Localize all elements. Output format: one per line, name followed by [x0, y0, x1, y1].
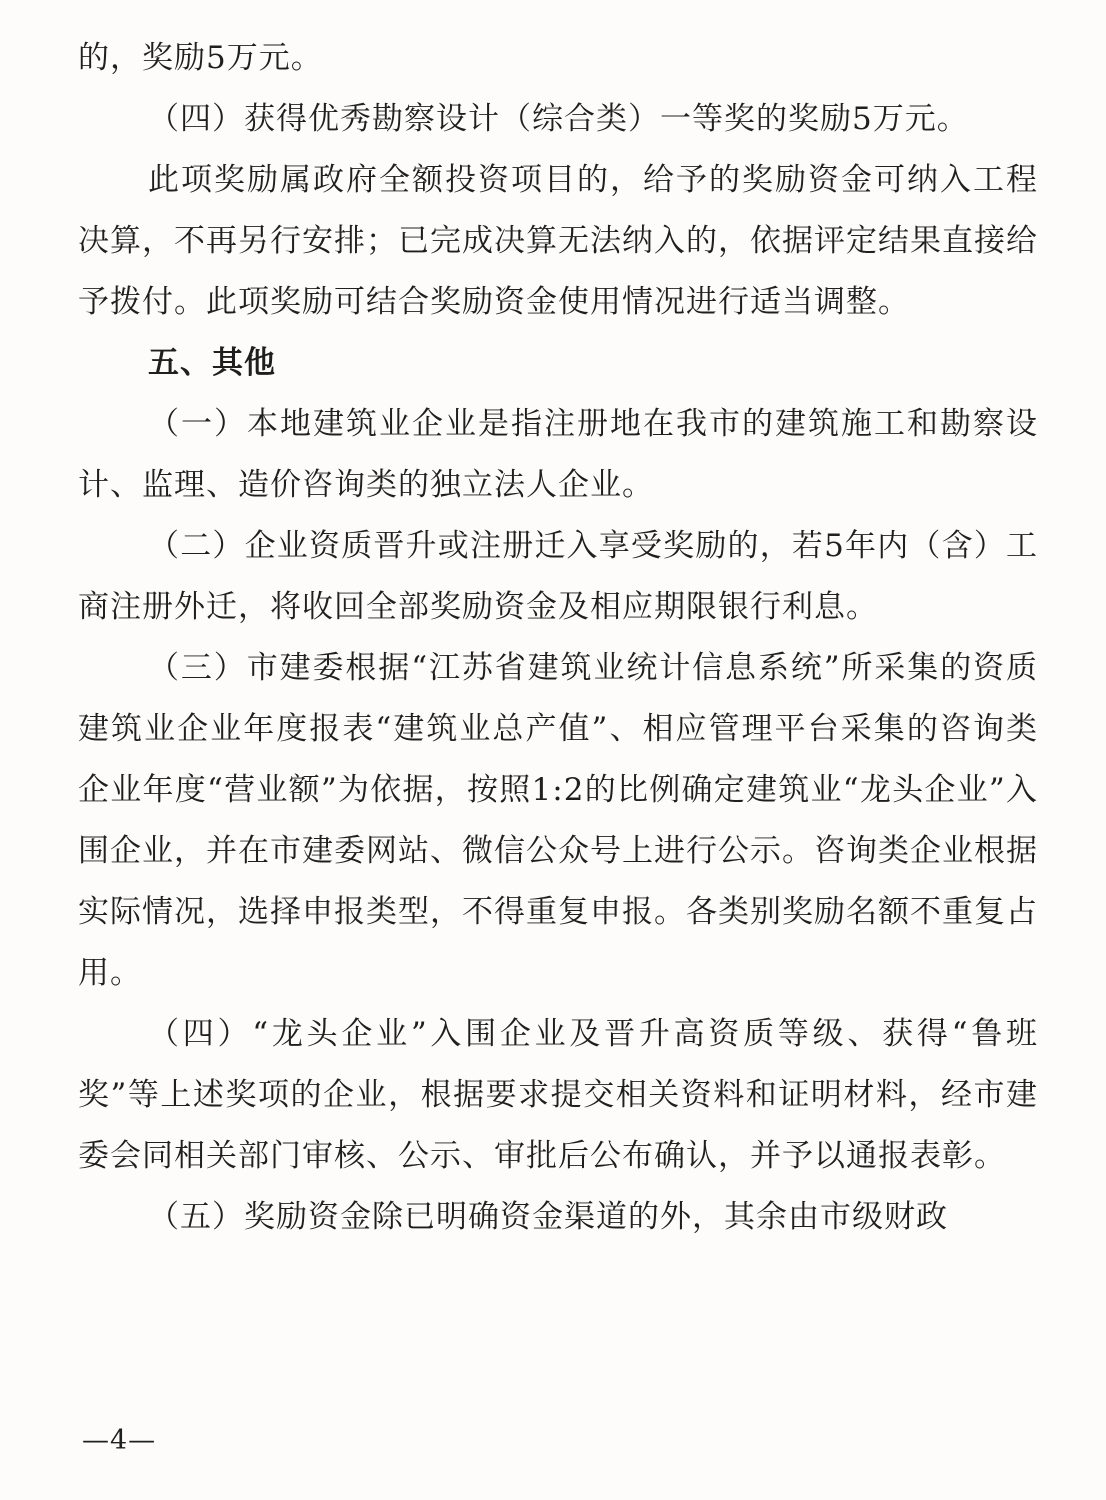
paragraph-other-item-3: （三）市建委根据“江苏省建筑业统计信息系统”所采集的资质建筑业企业年度报表“建筑业总产值”、相应管理平台采集的咨询类企业年度“营业额”为依据，按照1:2的比例确定建筑业“龙头企业”入围企业，并在市建委网站、微信公众号上进行公示。咨询类企业根据实际情况，选择申报类型，不得重复申报。各类别奖励名额不重复占用。 [78, 650, 1038, 991]
paragraph-other-item-5: （五）奖励资金除已明确资金渠道的外，其余由市级财政 [148, 1199, 948, 1235]
document-body [78, 28, 1038, 1248]
paragraph-other-item-1: （一）本地建筑业企业是指注册地在我市的建筑施工和勘察设计、监理、造价咨询类的独立法人企业。 [78, 406, 1038, 503]
paragraph-other-item-2: （二）企业资质晋升或注册迁入享受奖励的，若5年内（含）工商注册外迁，将收回全部奖励资金及相应期限银行利息。 [78, 528, 1038, 625]
paragraph-other-item-4: （四）“龙头企业”入围企业及晋升高资质等级、获得“鲁班奖”等上述奖项的企业，根据要求提交相关资料和证明材料，经市建委会同相关部门审核、公示、审批后公布确认，并予以通报表彰。 [78, 1016, 1038, 1174]
page-number: —4— [82, 1425, 157, 1456]
paragraph-funding-note: 此项奖励属政府全额投资项目的，给予的奖励资金可纳入工程决算，不再另行安排；已完成决算无法纳入的，依据评定结果直接给予拨付。此项奖励可结合奖励资金使用情况进行适当调整。 [78, 162, 1038, 320]
section-heading-other: 五、其他 [148, 345, 276, 381]
paragraph-continuation: 的，奖励5万元。 [78, 40, 323, 76]
paragraph-item-4-award: （四）获得优秀勘察设计（综合类）一等奖的奖励5万元。 [148, 101, 969, 137]
